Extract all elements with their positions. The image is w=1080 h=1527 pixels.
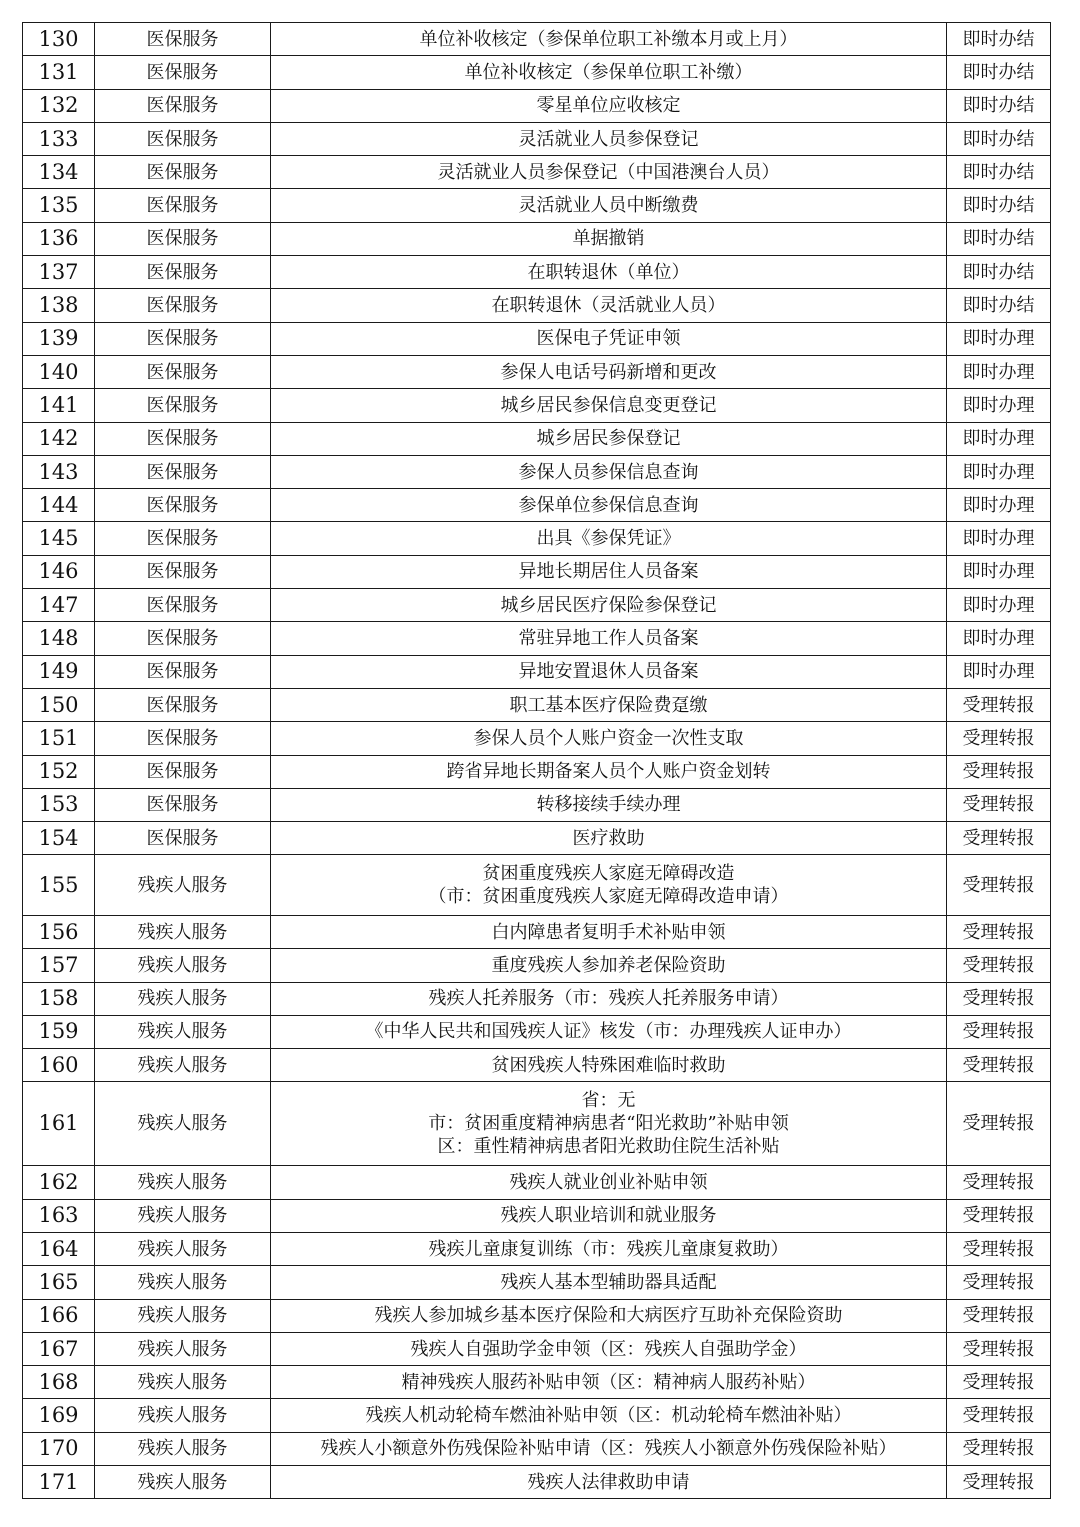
service-item-line: （市：贫困重度残疾人家庭无障碍改造申请） bbox=[428, 886, 789, 908]
row-number: 160 bbox=[23, 1049, 95, 1082]
table-row bbox=[23, 489, 1051, 522]
table-row bbox=[23, 555, 1051, 588]
service-category: 医保服务 bbox=[95, 222, 271, 255]
handling-mode: 受理转报 bbox=[947, 1266, 1051, 1299]
service-item-line: 在职转退休（单位） bbox=[527, 261, 690, 283]
service-item bbox=[271, 589, 947, 622]
row-number: 134 bbox=[23, 156, 95, 189]
row-number: 142 bbox=[23, 422, 95, 455]
handling-mode: 受理转报 bbox=[947, 1399, 1051, 1432]
service-item-line: 异地安置退休人员备案 bbox=[518, 661, 699, 683]
handling-mode: 即时办结 bbox=[947, 56, 1051, 89]
service-item-line: 灵活就业人员参保登记（中国港澳台人员） bbox=[437, 161, 780, 183]
service-item bbox=[271, 822, 947, 855]
table-row bbox=[23, 89, 1051, 122]
handling-mode: 即时办理 bbox=[947, 622, 1051, 655]
service-category: 残疾人服务 bbox=[95, 1166, 271, 1199]
table-row bbox=[23, 1233, 1051, 1266]
service-category: 残疾人服务 bbox=[95, 1049, 271, 1082]
table-row bbox=[23, 622, 1051, 655]
row-number: 155 bbox=[23, 855, 95, 916]
handling-mode: 受理转报 bbox=[947, 1366, 1051, 1399]
table-row bbox=[23, 1399, 1051, 1432]
service-item bbox=[271, 655, 947, 688]
handling-mode: 即时办结 bbox=[947, 156, 1051, 189]
row-number: 166 bbox=[23, 1299, 95, 1332]
row-number: 171 bbox=[23, 1466, 95, 1499]
service-item-line: 残疾人机动轮椅车燃油补贴申领（区：机动轮椅车燃油补贴） bbox=[365, 1405, 852, 1427]
table-row bbox=[23, 455, 1051, 488]
service-item-line: 残疾人参加城乡基本医疗保险和大病医疗互助补充保险资助 bbox=[374, 1305, 843, 1327]
handling-mode: 受理转报 bbox=[947, 982, 1051, 1015]
service-category: 残疾人服务 bbox=[95, 1399, 271, 1432]
table-row bbox=[23, 1199, 1051, 1232]
service-category: 残疾人服务 bbox=[95, 1082, 271, 1166]
table-row bbox=[23, 982, 1051, 1015]
service-item-line: 常驻异地工作人员备案 bbox=[518, 627, 699, 649]
service-item bbox=[271, 422, 947, 455]
service-item-line: 医疗救助 bbox=[572, 827, 645, 849]
row-number: 141 bbox=[23, 389, 95, 422]
service-item-line: 灵活就业人员中断缴费 bbox=[518, 195, 699, 217]
service-item-line: 出具《参保凭证》 bbox=[536, 528, 681, 550]
service-category: 残疾人服务 bbox=[95, 1266, 271, 1299]
table-row bbox=[23, 522, 1051, 555]
row-number: 144 bbox=[23, 489, 95, 522]
table-row bbox=[23, 56, 1051, 89]
row-number: 161 bbox=[23, 1082, 95, 1166]
row-number: 145 bbox=[23, 522, 95, 555]
service-category: 医保服务 bbox=[95, 822, 271, 855]
table-row bbox=[23, 1332, 1051, 1365]
table-row bbox=[23, 355, 1051, 388]
handling-mode: 受理转报 bbox=[947, 755, 1051, 788]
service-item bbox=[271, 455, 947, 488]
service-item bbox=[271, 1366, 947, 1399]
row-number: 131 bbox=[23, 56, 95, 89]
service-item bbox=[271, 755, 947, 788]
handling-mode: 受理转报 bbox=[947, 1332, 1051, 1365]
row-number: 170 bbox=[23, 1432, 95, 1465]
row-number: 132 bbox=[23, 89, 95, 122]
service-item bbox=[271, 1015, 947, 1048]
service-category: 医保服务 bbox=[95, 355, 271, 388]
service-item-line: 精神残疾人服药补贴申领（区：精神病人服药补贴） bbox=[401, 1371, 816, 1393]
service-item bbox=[271, 1266, 947, 1299]
table-row bbox=[23, 122, 1051, 155]
table-row bbox=[23, 1166, 1051, 1199]
row-number: 158 bbox=[23, 982, 95, 1015]
table-row bbox=[23, 322, 1051, 355]
service-item bbox=[271, 722, 947, 755]
service-item bbox=[271, 1332, 947, 1365]
table-row bbox=[23, 822, 1051, 855]
handling-mode: 受理转报 bbox=[947, 822, 1051, 855]
table-row bbox=[23, 422, 1051, 455]
handling-mode: 受理转报 bbox=[947, 1199, 1051, 1232]
service-item-line: 跨省异地长期备案人员个人账户资金划转 bbox=[446, 761, 771, 783]
table-row bbox=[23, 1015, 1051, 1048]
service-item-line: 职工基本医疗保险费趸缴 bbox=[509, 694, 708, 716]
row-number: 164 bbox=[23, 1233, 95, 1266]
service-item-line: 重度残疾人参加养老保险资助 bbox=[491, 954, 726, 976]
service-item-line: 转移接续手续办理 bbox=[536, 794, 681, 816]
service-item bbox=[271, 982, 947, 1015]
service-item bbox=[271, 56, 947, 89]
service-category: 残疾人服务 bbox=[95, 855, 271, 916]
service-category: 医保服务 bbox=[95, 122, 271, 155]
row-number: 135 bbox=[23, 189, 95, 222]
service-item-line: 《中华人民共和国残疾人证》核发（市：办理残疾人证申办） bbox=[365, 1021, 852, 1043]
handling-mode: 即时办理 bbox=[947, 522, 1051, 555]
handling-mode: 即时办结 bbox=[947, 222, 1051, 255]
service-item bbox=[271, 122, 947, 155]
service-item-line: 城乡居民医疗保险参保登记 bbox=[500, 594, 717, 616]
handling-mode: 即时办理 bbox=[947, 555, 1051, 588]
handling-mode: 受理转报 bbox=[947, 915, 1051, 948]
handling-mode: 即时办结 bbox=[947, 23, 1051, 56]
handling-mode: 即时办结 bbox=[947, 89, 1051, 122]
service-item bbox=[271, 555, 947, 588]
row-number: 159 bbox=[23, 1015, 95, 1048]
service-item-line: 残疾人自强助学金申领（区：残疾人自强助学金） bbox=[410, 1338, 807, 1360]
service-item-line: 异地长期居住人员备案 bbox=[518, 561, 699, 583]
service-category: 医保服务 bbox=[95, 189, 271, 222]
handling-mode: 即时办理 bbox=[947, 422, 1051, 455]
service-item bbox=[271, 1049, 947, 1082]
row-number: 168 bbox=[23, 1366, 95, 1399]
handling-mode: 受理转报 bbox=[947, 1049, 1051, 1082]
service-item-line: 残疾人小额意外伤残保险补贴申请（区：残疾人小额意外伤残保险补贴） bbox=[320, 1438, 897, 1460]
service-category: 医保服务 bbox=[95, 555, 271, 588]
service-category: 医保服务 bbox=[95, 156, 271, 189]
handling-mode: 即时办理 bbox=[947, 389, 1051, 422]
service-category: 残疾人服务 bbox=[95, 1366, 271, 1399]
service-item bbox=[271, 788, 947, 821]
service-category: 残疾人服务 bbox=[95, 982, 271, 1015]
service-item bbox=[271, 1299, 947, 1332]
handling-mode: 受理转报 bbox=[947, 949, 1051, 982]
handling-mode: 即时办结 bbox=[947, 122, 1051, 155]
service-category: 医保服务 bbox=[95, 489, 271, 522]
service-item bbox=[271, 355, 947, 388]
service-item-line: 城乡居民参保登记 bbox=[536, 428, 681, 450]
handling-mode: 受理转报 bbox=[947, 1299, 1051, 1332]
table-row bbox=[23, 722, 1051, 755]
service-item bbox=[271, 915, 947, 948]
service-category: 医保服务 bbox=[95, 722, 271, 755]
service-item-line: 单位补收核定（参保单位职工补缴） bbox=[464, 61, 753, 83]
handling-mode: 受理转报 bbox=[947, 1432, 1051, 1465]
service-category: 医保服务 bbox=[95, 622, 271, 655]
table-row bbox=[23, 688, 1051, 721]
row-number: 137 bbox=[23, 256, 95, 289]
table-row bbox=[23, 949, 1051, 982]
handling-mode: 即时办结 bbox=[947, 289, 1051, 322]
row-number: 162 bbox=[23, 1166, 95, 1199]
service-item bbox=[271, 622, 947, 655]
row-number: 136 bbox=[23, 222, 95, 255]
service-item-line: 残疾人职业培训和就业服务 bbox=[500, 1205, 717, 1227]
service-item bbox=[271, 389, 947, 422]
row-number: 169 bbox=[23, 1399, 95, 1432]
row-number: 163 bbox=[23, 1199, 95, 1232]
row-number: 157 bbox=[23, 949, 95, 982]
service-item bbox=[271, 23, 947, 56]
table-row bbox=[23, 1299, 1051, 1332]
service-item-line: 单位补收核定（参保单位职工补缴本月或上月） bbox=[419, 28, 798, 50]
handling-mode: 即时办理 bbox=[947, 355, 1051, 388]
handling-mode: 受理转报 bbox=[947, 1466, 1051, 1499]
service-item bbox=[271, 949, 947, 982]
row-number: 154 bbox=[23, 822, 95, 855]
row-number: 133 bbox=[23, 122, 95, 155]
table-row bbox=[23, 389, 1051, 422]
handling-mode: 受理转报 bbox=[947, 1166, 1051, 1199]
table-row bbox=[23, 1082, 1051, 1166]
service-item bbox=[271, 289, 947, 322]
service-category: 医保服务 bbox=[95, 522, 271, 555]
table-row bbox=[23, 1366, 1051, 1399]
service-item-line: 残疾人托养服务（市：残疾人托养服务申请） bbox=[428, 988, 789, 1010]
table-row bbox=[23, 1466, 1051, 1499]
row-number: 148 bbox=[23, 622, 95, 655]
service-category: 医保服务 bbox=[95, 256, 271, 289]
table-body bbox=[23, 23, 1051, 1499]
service-category: 医保服务 bbox=[95, 289, 271, 322]
service-item-line: 参保人员参保信息查询 bbox=[518, 461, 699, 483]
row-number: 150 bbox=[23, 688, 95, 721]
table-row bbox=[23, 222, 1051, 255]
table-row bbox=[23, 655, 1051, 688]
handling-mode: 受理转报 bbox=[947, 688, 1051, 721]
service-item-line: 白内障患者复明手术补贴申领 bbox=[491, 921, 726, 943]
handling-mode: 即时办结 bbox=[947, 189, 1051, 222]
row-number: 152 bbox=[23, 755, 95, 788]
table-row bbox=[23, 289, 1051, 322]
row-number: 147 bbox=[23, 589, 95, 622]
row-number: 138 bbox=[23, 289, 95, 322]
service-item bbox=[271, 489, 947, 522]
service-category: 残疾人服务 bbox=[95, 1233, 271, 1266]
service-item bbox=[271, 855, 947, 916]
table-row bbox=[23, 256, 1051, 289]
service-category: 医保服务 bbox=[95, 455, 271, 488]
service-item-line: 参保人电话号码新增和更改 bbox=[500, 361, 717, 383]
service-category: 残疾人服务 bbox=[95, 1432, 271, 1465]
table-row bbox=[23, 156, 1051, 189]
service-item-line: 城乡居民参保信息变更登记 bbox=[500, 394, 717, 416]
service-item-line: 参保单位参保信息查询 bbox=[518, 494, 699, 516]
service-item bbox=[271, 1466, 947, 1499]
table-row bbox=[23, 1432, 1051, 1465]
service-item-line: 残疾儿童康复训练（市：残疾儿童康复救助） bbox=[428, 1238, 789, 1260]
handling-mode: 即时办理 bbox=[947, 655, 1051, 688]
service-category: 残疾人服务 bbox=[95, 1332, 271, 1365]
table-row bbox=[23, 915, 1051, 948]
handling-mode: 即时办理 bbox=[947, 455, 1051, 488]
table-row bbox=[23, 23, 1051, 56]
row-number: 139 bbox=[23, 322, 95, 355]
handling-mode: 即时办理 bbox=[947, 322, 1051, 355]
service-category: 残疾人服务 bbox=[95, 949, 271, 982]
service-item bbox=[271, 1432, 947, 1465]
handling-mode: 受理转报 bbox=[947, 1233, 1051, 1266]
row-number: 149 bbox=[23, 655, 95, 688]
service-category: 医保服务 bbox=[95, 56, 271, 89]
table-row bbox=[23, 1049, 1051, 1082]
service-item bbox=[271, 89, 947, 122]
handling-mode: 受理转报 bbox=[947, 788, 1051, 821]
service-item-line: 贫困残疾人特殊困难临时救助 bbox=[491, 1054, 726, 1076]
service-item bbox=[271, 256, 947, 289]
service-category: 残疾人服务 bbox=[95, 1466, 271, 1499]
service-category: 医保服务 bbox=[95, 788, 271, 821]
service-category: 医保服务 bbox=[95, 589, 271, 622]
service-category: 医保服务 bbox=[95, 322, 271, 355]
service-category: 医保服务 bbox=[95, 422, 271, 455]
row-number: 167 bbox=[23, 1332, 95, 1365]
table-row bbox=[23, 855, 1051, 916]
service-item bbox=[271, 1233, 947, 1266]
table-row bbox=[23, 755, 1051, 788]
service-item bbox=[271, 522, 947, 555]
service-item bbox=[271, 688, 947, 721]
service-category: 残疾人服务 bbox=[95, 1015, 271, 1048]
handling-mode: 受理转报 bbox=[947, 1015, 1051, 1048]
service-category: 医保服务 bbox=[95, 389, 271, 422]
handling-mode: 即时办理 bbox=[947, 589, 1051, 622]
service-category: 医保服务 bbox=[95, 655, 271, 688]
service-category: 残疾人服务 bbox=[95, 915, 271, 948]
service-category: 残疾人服务 bbox=[95, 1199, 271, 1232]
service-category: 残疾人服务 bbox=[95, 1299, 271, 1332]
service-category: 医保服务 bbox=[95, 89, 271, 122]
service-item-line: 残疾人法律救助申请 bbox=[527, 1471, 690, 1493]
service-item-line: 在职转退休（灵活就业人员） bbox=[491, 295, 726, 317]
table-row bbox=[23, 189, 1051, 222]
service-item bbox=[271, 322, 947, 355]
table-row bbox=[23, 1266, 1051, 1299]
service-item bbox=[271, 189, 947, 222]
service-item-line: 市：贫困重度精神病患者“阳光救助”补贴申领 bbox=[428, 1113, 789, 1135]
row-number: 153 bbox=[23, 788, 95, 821]
service-item bbox=[271, 1082, 947, 1166]
service-item-line: 省：无 bbox=[581, 1090, 636, 1112]
table-row bbox=[23, 788, 1051, 821]
service-item bbox=[271, 1166, 947, 1199]
service-item bbox=[271, 1399, 947, 1432]
row-number: 165 bbox=[23, 1266, 95, 1299]
service-item-line: 区：重性精神病患者阳光救助住院生活补贴 bbox=[437, 1136, 780, 1158]
service-item-line: 残疾人就业创业补贴申领 bbox=[509, 1172, 708, 1194]
service-item-line: 医保电子凭证申领 bbox=[536, 328, 681, 350]
service-items-table bbox=[22, 22, 1051, 1499]
table-row bbox=[23, 589, 1051, 622]
handling-mode: 受理转报 bbox=[947, 855, 1051, 916]
service-item-line: 灵活就业人员参保登记 bbox=[518, 128, 699, 150]
handling-mode: 即时办理 bbox=[947, 489, 1051, 522]
row-number: 151 bbox=[23, 722, 95, 755]
service-item-line: 参保人员个人账户资金一次性支取 bbox=[473, 727, 744, 749]
service-item bbox=[271, 222, 947, 255]
row-number: 143 bbox=[23, 455, 95, 488]
service-item-line: 残疾人基本型辅助器具适配 bbox=[500, 1271, 717, 1293]
row-number: 130 bbox=[23, 23, 95, 56]
handling-mode: 受理转报 bbox=[947, 1082, 1051, 1166]
service-item bbox=[271, 1199, 947, 1232]
row-number: 140 bbox=[23, 355, 95, 388]
service-item-line: 单据撤销 bbox=[572, 228, 645, 250]
service-item-line: 贫困重度残疾人家庭无障碍改造 bbox=[482, 863, 735, 885]
service-category: 医保服务 bbox=[95, 23, 271, 56]
row-number: 146 bbox=[23, 555, 95, 588]
service-category: 医保服务 bbox=[95, 755, 271, 788]
service-category: 医保服务 bbox=[95, 688, 271, 721]
handling-mode: 即时办结 bbox=[947, 256, 1051, 289]
service-item bbox=[271, 156, 947, 189]
service-item-line: 零星单位应收核定 bbox=[536, 95, 681, 117]
row-number: 156 bbox=[23, 915, 95, 948]
handling-mode: 受理转报 bbox=[947, 722, 1051, 755]
